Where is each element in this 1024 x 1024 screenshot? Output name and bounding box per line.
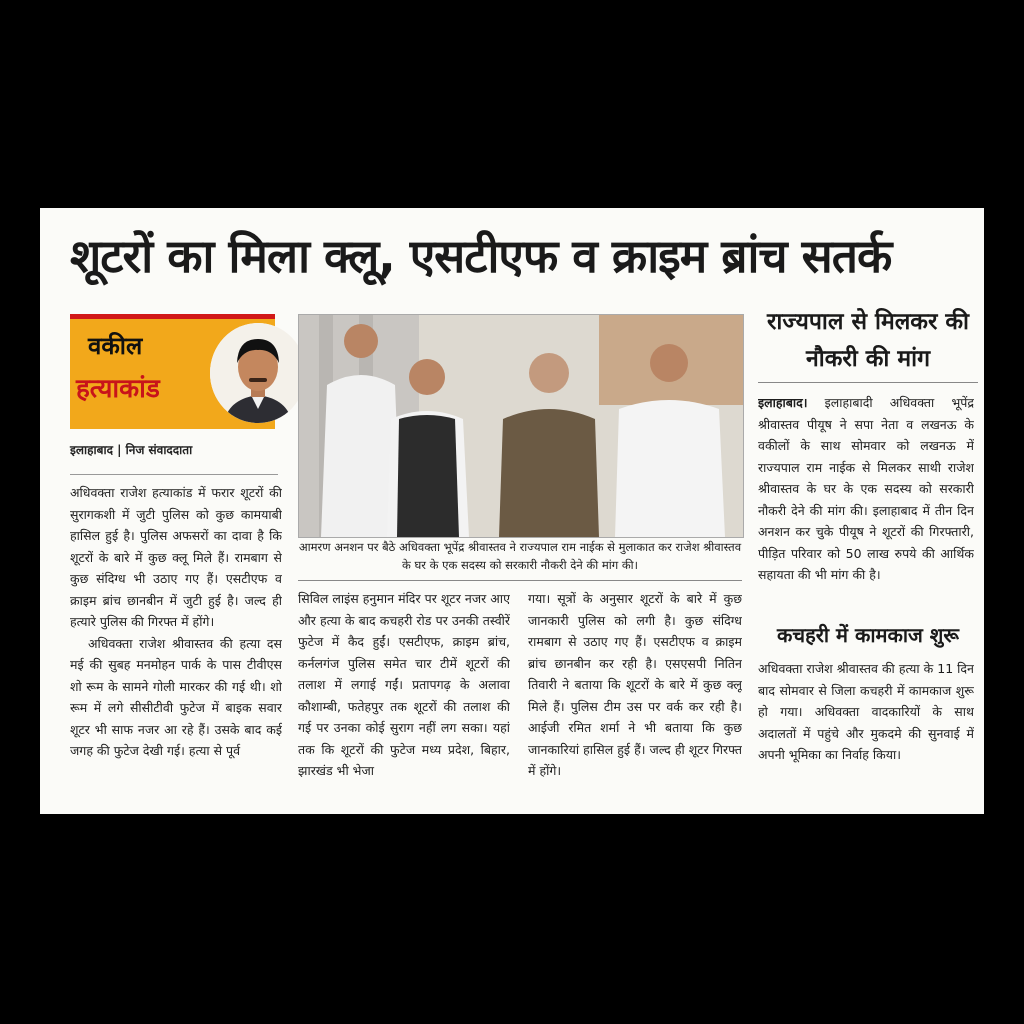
victim-portrait <box>210 323 306 423</box>
sidebar-story-2 <box>758 658 974 812</box>
section-badge <box>70 314 275 429</box>
byline: इलाहाबाद | निज संवाददाता <box>70 443 193 457</box>
photo-caption: आमरण अनशन पर बैठे अधिवक्ता भूपेंद्र श्रीवास्तव ने राज्यपाल राम नाईक से मुलाकात कर राजेश श्रीवास्तव के घर के एक सदस्य को सरकारी नौकरी देने की मांग की। <box>298 538 742 581</box>
article-column-2 <box>298 588 510 812</box>
paragraph: अधिवक्ता राजेश श्रीवास्तव की हत्या के 11 दिन बाद सोमवार से जिला कचहरी में कामकाज शुरू हो गया। अधिवक्ता वादकारियों के साथ अदालतों में पहुंचे और मुकदमे की सुनवाई में अपनी भूमिका का निर्वाह किया। <box>758 661 974 762</box>
article-column-1 <box>70 482 282 812</box>
sidebar-headline-1: राज्यपाल से मिलकर की नौकरी की मांग <box>758 304 978 383</box>
headline: शूटरों का मिला क्लू, एसटीएफ व क्राइम ब्रांच सतर्क <box>70 229 892 283</box>
article-column-3 <box>528 588 742 812</box>
sidebar-text: इलाहाबादी अधिवक्ता भूपेंद्र श्रीवास्तव पीयूष ने सपा नेता व लखनऊ के वकीलों के साथ सोमवार को लखनऊ में राज्यपाल राम नाईक से मिलकर साथी राजेश श्रीवास्तव के घर के एक सदस्य को सरकारी नौकरी देने की मांग की। इलाहाबाद में तीन दिन अनशन कर चुके पीयूष ने शूटरों की गिरफ्तारी, पीड़ित परिवार को 50 लाख रुपये की आर्थिक सहायता की भी मांग की है। <box>758 395 974 582</box>
paragraph: अधिवक्ता राजेश हत्याकांड में फरार शूटरों की सुरागकशी में जुटी पुलिस को कुछ कामयाबी हासिल हुई है। पुलिस अफसरों का दावा है कि शूटरों के बारे में कुछ क्लू मिले हैं। रामबाग से कुछ संदिग्ध भी उठाए गए हैं। एसटीएफ व क्राइम ब्रांच छानबीन में जुटी हुई है। जल्द ही हत्यारे पुलिस की गिरफ्त में होंगे। <box>70 485 282 629</box>
dateline: इलाहाबाद। <box>758 395 808 410</box>
badge-top-label: वकील <box>88 332 143 360</box>
sidebar-story-1 <box>758 392 974 614</box>
newspaper-clipping <box>40 208 984 814</box>
paragraph <box>758 392 974 586</box>
column-rule <box>70 474 278 475</box>
paragraph: गया। सूत्रों के अनुसार शूटरों के बारे में कुछ जानकारी पुलिस को लगी है। कुछ संदिग्ध रामबाग से उठाए गए हैं। एसटीएफ व क्राइम ब्रांच छानबीन कर रही है। एसएसपी नितिन तिवारी ने बताया कि शूटरों के बारे में कुछ क्लू मिले हैं। पुलिस टीम उस पर वर्क कर रही है। आईजी रमित शर्मा ने भी बताया कि कुछ जानकारियां हासिल हुई हैं। जल्द ही शूटर गिरफ्त में होंगे। <box>528 591 742 778</box>
news-photo <box>298 314 744 538</box>
paragraph: अधिवक्ता राजेश श्रीवास्तव की हत्या दस मई की सुबह मनमोहन पार्क के पास टीवीएस शो रूम के सामने गोली मारकर की गई थी। शो रूम में लगे सीसीटीवी फुटेज में बाइक सवार शूटर भी साफ नजर आ रहे हैं। उसके बाद कई जगह की फुटेज देखी गई। हत्या से पूर्व <box>70 635 282 758</box>
paragraph: सिविल लाइंस हनुमान मंदिर पर शूटर नजर आए और हत्या के बाद कचहरी रोड पर उनकी तस्वीरें फुटेज में कैद हुईं। एसटीएफ, क्राइम ब्रांच, कर्नलगंज पुलिस समेत चार टीमें शूटरों की तलाश में लगाई गईं। प्रतापगढ़ के अलावा कौशाम्बी, फतेहपुर तक शूटरों की तलाश की गई पर उनका कोई सुराग नहीं लग सका। यहां तक कि शूटरों की फुटेज मध्य प्रदेश, बिहार, झारखंड भी भेजा <box>298 591 510 778</box>
sidebar-headline-2: कचहरी में कामकाज शुरू <box>777 623 959 647</box>
badge-bottom-label: हत्याकांड <box>76 374 160 404</box>
